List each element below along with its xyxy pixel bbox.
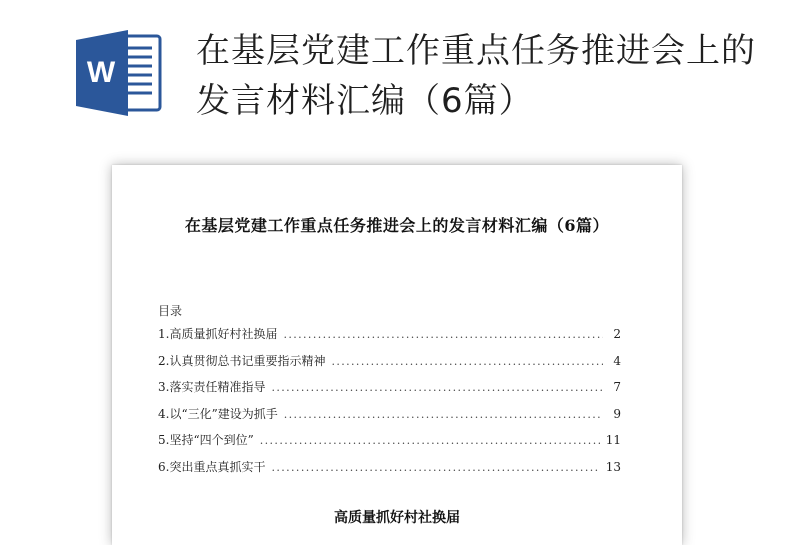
toc-item-page: 11 xyxy=(605,433,621,447)
document-title: 在基层党建工作重点任务推进会上的发言材料汇编（6篇） xyxy=(184,216,610,235)
toc-dot-leader xyxy=(271,461,599,474)
toc-item-label: 2.认真贯彻总书记重要指示精神 xyxy=(158,353,326,368)
toc-item-page: 13 xyxy=(605,459,621,474)
toc-item-page: 4 xyxy=(613,353,621,368)
toc-item xyxy=(158,458,621,485)
toc-item-page: 7 xyxy=(613,380,621,394)
page-title: 在基层党建工作重点任务推进会上的发言材料汇编（6篇） xyxy=(196,31,756,121)
toc-item-label: 5.坚持“四个到位” xyxy=(158,433,254,447)
section-title: 高质量抓好村社换届 xyxy=(334,510,460,526)
toc-dot-leader xyxy=(331,355,603,368)
toc-dot-leader xyxy=(284,408,603,421)
toc-item xyxy=(158,325,621,352)
toc-item xyxy=(158,378,621,405)
toc-dot-leader xyxy=(271,381,603,394)
word-document-icon xyxy=(76,30,164,116)
toc-item-label: 3.落实责任精准指导 xyxy=(158,380,266,394)
table-of-contents xyxy=(158,325,621,484)
toc-item-label: 6.突出重点真抓实干 xyxy=(158,459,266,474)
toc-item-label: 4.以“三化”建设为抓手 xyxy=(158,406,278,421)
toc-dot-leader xyxy=(283,328,603,341)
toc-item xyxy=(158,405,621,432)
document-page-preview xyxy=(112,165,682,545)
toc-item-page: 9 xyxy=(613,406,621,421)
toc-item xyxy=(158,352,621,379)
toc-item-page: 2 xyxy=(613,327,621,341)
toc-item-label: 1.高质量抓好村社换届 xyxy=(158,327,278,341)
word-icon-letter: W xyxy=(86,56,116,89)
toc-dot-leader xyxy=(260,434,600,447)
toc-heading: 目录 xyxy=(158,304,183,318)
toc-item xyxy=(158,431,621,458)
